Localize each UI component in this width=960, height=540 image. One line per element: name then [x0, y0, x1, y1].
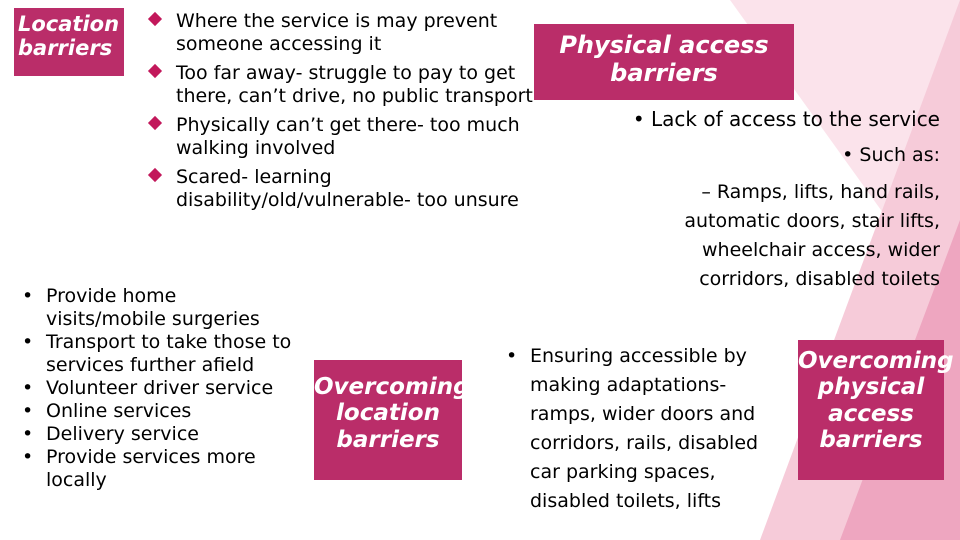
bullet-dot-icon: •: [632, 107, 645, 131]
list-item: [20, 423, 300, 446]
list-item-text: Provide services more locally: [46, 446, 256, 491]
location-solutions-list: [20, 285, 300, 492]
list-item-text: Online services: [46, 400, 192, 422]
list-item-text: Ensuring accessible by making adaptations- ramps, wider doors and corridors, rails, disabled car parking spaces, disabled toilets, lifts: [530, 345, 759, 512]
list-item-text: Where the service is may prevent someone accessing it: [176, 10, 498, 55]
list-item: [504, 342, 778, 516]
physical-sub-point: [700, 144, 940, 167]
list-item: [146, 166, 536, 212]
physical-sub-text: Such as:: [859, 144, 940, 166]
location-barriers-title: Location barriers: [14, 8, 124, 76]
list-item: [146, 62, 536, 108]
physical-main-text: Lack of access to the service: [651, 107, 940, 131]
list-item-text: Transport to take those to services further afield: [46, 331, 292, 376]
diamond-bullet-icon: [148, 64, 162, 78]
diamond-bullet-icon: [148, 116, 162, 130]
bullet-dot-icon: •: [22, 331, 34, 353]
physical-main-point: [560, 108, 940, 131]
physical-barriers-title: Physical access barriers: [534, 24, 794, 100]
list-item-text: Physically can’t get there- too much walking involved: [176, 114, 520, 159]
list-item-text: Delivery service: [46, 423, 199, 445]
list-item: [20, 285, 300, 331]
list-item: [146, 10, 536, 56]
overcoming-location-title: Overcoming location barriers: [314, 360, 462, 480]
bullet-dot-icon: •: [842, 144, 854, 166]
list-item-text: Provide home visits/mobile surgeries: [46, 285, 260, 330]
list-item-text: Too far away- struggle to pay to get there, can’t drive, no public transport: [176, 62, 533, 107]
bullet-dot-icon: •: [22, 423, 34, 445]
bullet-dot-icon: •: [22, 446, 34, 468]
location-barriers-list: [146, 10, 536, 218]
diamond-bullet-icon: [148, 168, 162, 182]
list-item-text: Scared- learning disability/old/vulnerable- too unsure: [176, 166, 519, 211]
physical-examples: – Ramps, lifts, hand rails, automatic doors, stair lifts, wheelchair access, wider corridors, disabled toilets: [684, 181, 940, 290]
list-item: [20, 377, 300, 400]
list-item: [20, 400, 300, 423]
list-item-text: Volunteer driver service: [46, 377, 274, 399]
overcoming-physical-title: Overcoming physical access barriers: [798, 340, 944, 480]
bullet-dot-icon: •: [22, 400, 34, 422]
list-item: [146, 114, 536, 160]
bullet-dot-icon: •: [22, 285, 34, 307]
physical-solution-list: [504, 342, 778, 516]
list-item: [20, 331, 300, 377]
diamond-bullet-icon: [148, 12, 162, 26]
list-item: [20, 446, 300, 492]
bullet-dot-icon: •: [22, 377, 34, 399]
bullet-dot-icon: •: [506, 345, 518, 367]
